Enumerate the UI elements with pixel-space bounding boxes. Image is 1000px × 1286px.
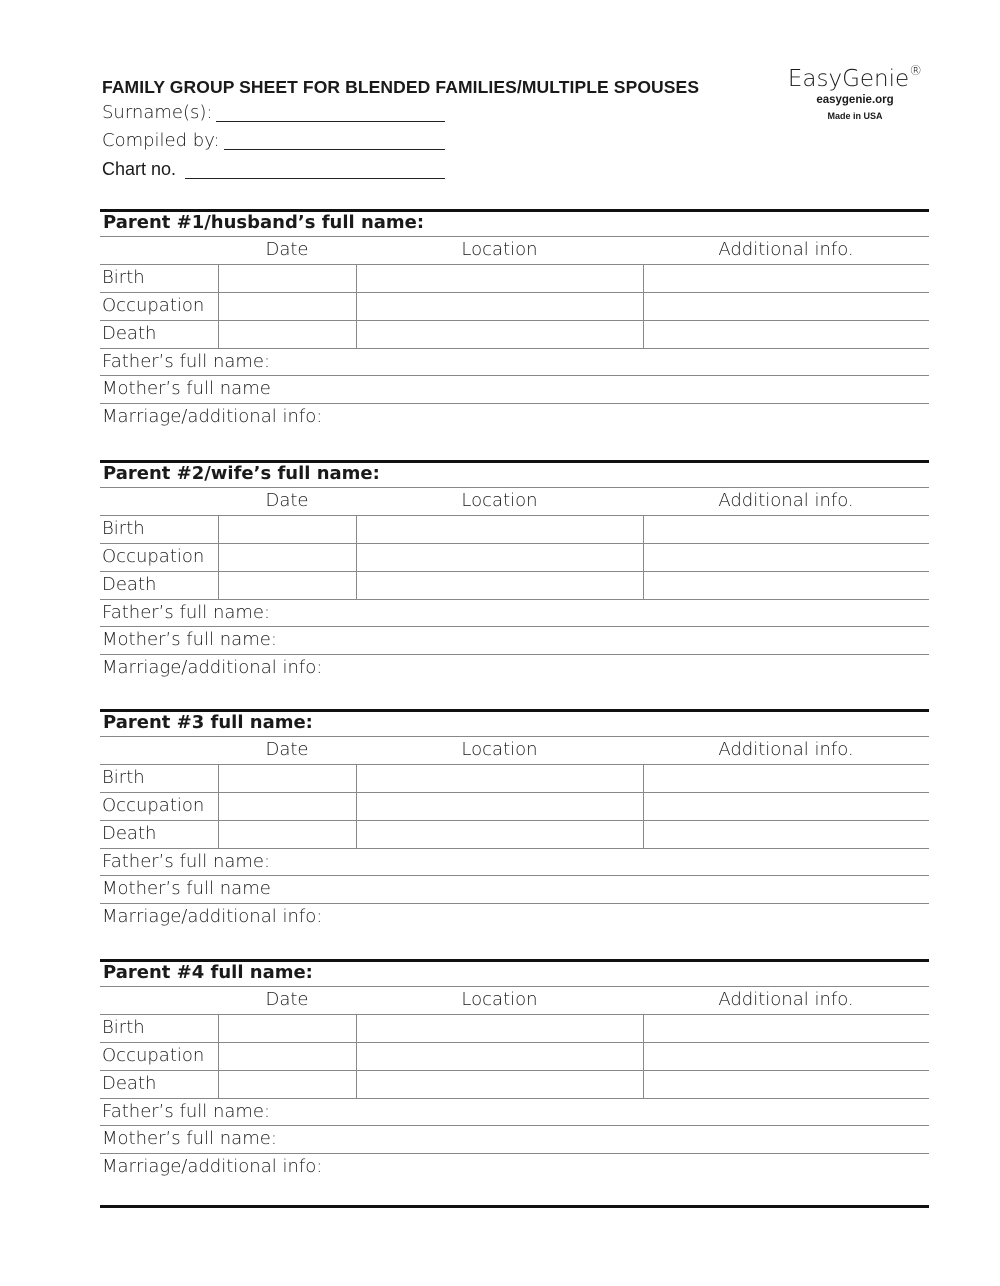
divider <box>100 626 929 627</box>
occupation-location-cell[interactable] <box>356 544 643 571</box>
compiled-by-field[interactable] <box>102 130 220 151</box>
row-label-birth: Birth <box>102 518 145 539</box>
row-label-death: Death <box>102 323 157 344</box>
parent-section-3 <box>100 709 929 939</box>
marriage-info-field[interactable]: Marriage/additional info: <box>102 1156 323 1177</box>
surname-field[interactable] <box>102 102 212 123</box>
divider <box>100 487 929 488</box>
registered-mark: ® <box>909 64 923 79</box>
row-label-birth: Birth <box>102 767 145 788</box>
column-divider <box>218 765 219 848</box>
death-additional-info-cell[interactable] <box>643 572 929 599</box>
death-location-cell[interactable] <box>356 321 643 348</box>
row-label-death: Death <box>102 574 157 595</box>
column-divider <box>218 1015 219 1098</box>
column-divider <box>356 1015 357 1098</box>
occupation-additional-info-cell[interactable] <box>643 793 929 820</box>
divider <box>100 736 929 737</box>
chart-no-field[interactable] <box>102 159 176 180</box>
birth-location-cell[interactable] <box>356 265 643 292</box>
death-date-cell[interactable] <box>218 821 356 848</box>
column-divider <box>643 1015 644 1098</box>
column-header-location: Location <box>461 739 538 760</box>
divider <box>100 599 929 600</box>
column-header-date: Date <box>265 239 309 260</box>
brand-url: easygenie.org <box>816 94 894 106</box>
birth-date-cell[interactable] <box>218 765 356 792</box>
row-label-occupation: Occupation <box>102 295 205 316</box>
form-title: FAMILY GROUP SHEET FOR BLENDED FAMILIES/MULTIPLE SPOUSES <box>102 77 700 97</box>
parent-section-1 <box>100 209 929 439</box>
divider <box>100 375 929 376</box>
birth-location-cell[interactable] <box>356 516 643 543</box>
divider <box>100 654 929 655</box>
column-header-date: Date <box>265 739 309 760</box>
divider <box>100 1153 929 1154</box>
column-divider <box>356 516 357 599</box>
column-header-additional-info: Additional info. <box>718 239 854 260</box>
death-date-cell[interactable] <box>218 321 356 348</box>
compiled-by-label: Compiled by: <box>102 130 220 151</box>
parent-name-heading[interactable]: Parent #3 full name: <box>103 712 313 733</box>
occupation-additional-info-cell[interactable] <box>643 1043 929 1070</box>
divider <box>100 1098 929 1099</box>
occupation-location-cell[interactable] <box>356 793 643 820</box>
father-name-field[interactable]: Father’s full name: <box>102 851 271 872</box>
occupation-date-cell[interactable] <box>218 1043 356 1070</box>
brand-name: EasyGenie® <box>787 64 923 92</box>
marriage-info-field[interactable]: Marriage/additional info: <box>102 406 323 427</box>
row-label-occupation: Occupation <box>102 546 205 567</box>
divider <box>100 875 929 876</box>
column-header-additional-info: Additional info. <box>718 739 854 760</box>
column-header-additional-info: Additional info. <box>718 989 854 1010</box>
column-divider <box>218 516 219 599</box>
birth-additional-info-cell[interactable] <box>643 265 929 292</box>
birth-date-cell[interactable] <box>218 1015 356 1042</box>
column-divider <box>643 765 644 848</box>
row-label-death: Death <box>102 823 157 844</box>
father-name-field[interactable]: Father’s full name: <box>102 1101 271 1122</box>
occupation-date-cell[interactable] <box>218 544 356 571</box>
divider <box>100 903 929 904</box>
death-additional-info-cell[interactable] <box>643 821 929 848</box>
mother-name-field[interactable]: Mother’s full name <box>102 378 271 399</box>
death-location-cell[interactable] <box>356 572 643 599</box>
divider <box>100 236 929 237</box>
bottom-rule <box>100 1205 929 1208</box>
birth-additional-info-cell[interactable] <box>643 516 929 543</box>
column-divider <box>643 516 644 599</box>
death-location-cell[interactable] <box>356 1071 643 1098</box>
occupation-location-cell[interactable] <box>356 1043 643 1070</box>
column-divider <box>218 265 219 348</box>
divider <box>100 1125 929 1126</box>
occupation-date-cell[interactable] <box>218 293 356 320</box>
surname-input-line[interactable] <box>216 121 445 122</box>
death-location-cell[interactable] <box>356 821 643 848</box>
parent-section-4 <box>100 959 929 1189</box>
chart-no-input-line[interactable] <box>185 178 445 179</box>
row-label-occupation: Occupation <box>102 1045 205 1066</box>
birth-location-cell[interactable] <box>356 1015 643 1042</box>
divider <box>100 986 929 987</box>
parent-name-heading[interactable]: Parent #4 full name: <box>103 962 313 983</box>
birth-date-cell[interactable] <box>218 516 356 543</box>
column-header-additional-info: Additional info. <box>718 490 854 511</box>
divider <box>100 348 929 349</box>
column-header-location: Location <box>461 239 538 260</box>
death-date-cell[interactable] <box>218 572 356 599</box>
marriage-info-field[interactable]: Marriage/additional info: <box>102 657 323 678</box>
father-name-field[interactable]: Father’s full name: <box>102 602 271 623</box>
occupation-date-cell[interactable] <box>218 793 356 820</box>
father-name-field[interactable]: Father’s full name: <box>102 351 271 372</box>
occupation-location-cell[interactable] <box>356 293 643 320</box>
surname-label: Surname(s): <box>102 102 213 123</box>
occupation-additional-info-cell[interactable] <box>643 544 929 571</box>
chart-no-label: Chart no. <box>102 159 177 179</box>
row-label-occupation: Occupation <box>102 795 205 816</box>
column-divider <box>643 265 644 348</box>
divider <box>100 403 929 404</box>
parent-section-2 <box>100 460 929 690</box>
column-header-location: Location <box>461 490 538 511</box>
column-header-date: Date <box>265 490 309 511</box>
parent-name-heading[interactable]: Parent #2/wife’s full name: <box>103 463 380 484</box>
parent-name-heading[interactable]: Parent #1/husband’s full name: <box>103 212 425 233</box>
death-additional-info-cell[interactable] <box>643 1071 929 1098</box>
mother-name-field[interactable]: Mother’s full name <box>102 878 271 899</box>
column-divider <box>356 265 357 348</box>
divider <box>100 848 929 849</box>
row-label-birth: Birth <box>102 1017 145 1038</box>
birth-location-cell[interactable] <box>356 765 643 792</box>
birth-date-cell[interactable] <box>218 265 356 292</box>
birth-additional-info-cell[interactable] <box>643 765 929 792</box>
death-date-cell[interactable] <box>218 1071 356 1098</box>
mother-name-field[interactable]: Mother’s full name: <box>102 1128 277 1149</box>
occupation-additional-info-cell[interactable] <box>643 293 929 320</box>
column-divider <box>356 765 357 848</box>
row-label-birth: Birth <box>102 267 145 288</box>
mother-name-field[interactable]: Mother’s full name: <box>102 629 277 650</box>
death-additional-info-cell[interactable] <box>643 321 929 348</box>
brand-block <box>780 66 930 121</box>
column-header-date: Date <box>265 989 309 1010</box>
compiled-by-input-line[interactable] <box>224 149 445 150</box>
made-in-label: Made in USA <box>827 111 883 121</box>
marriage-info-field[interactable]: Marriage/additional info: <box>102 906 323 927</box>
column-header-location: Location <box>461 989 538 1010</box>
row-label-death: Death <box>102 1073 157 1094</box>
birth-additional-info-cell[interactable] <box>643 1015 929 1042</box>
